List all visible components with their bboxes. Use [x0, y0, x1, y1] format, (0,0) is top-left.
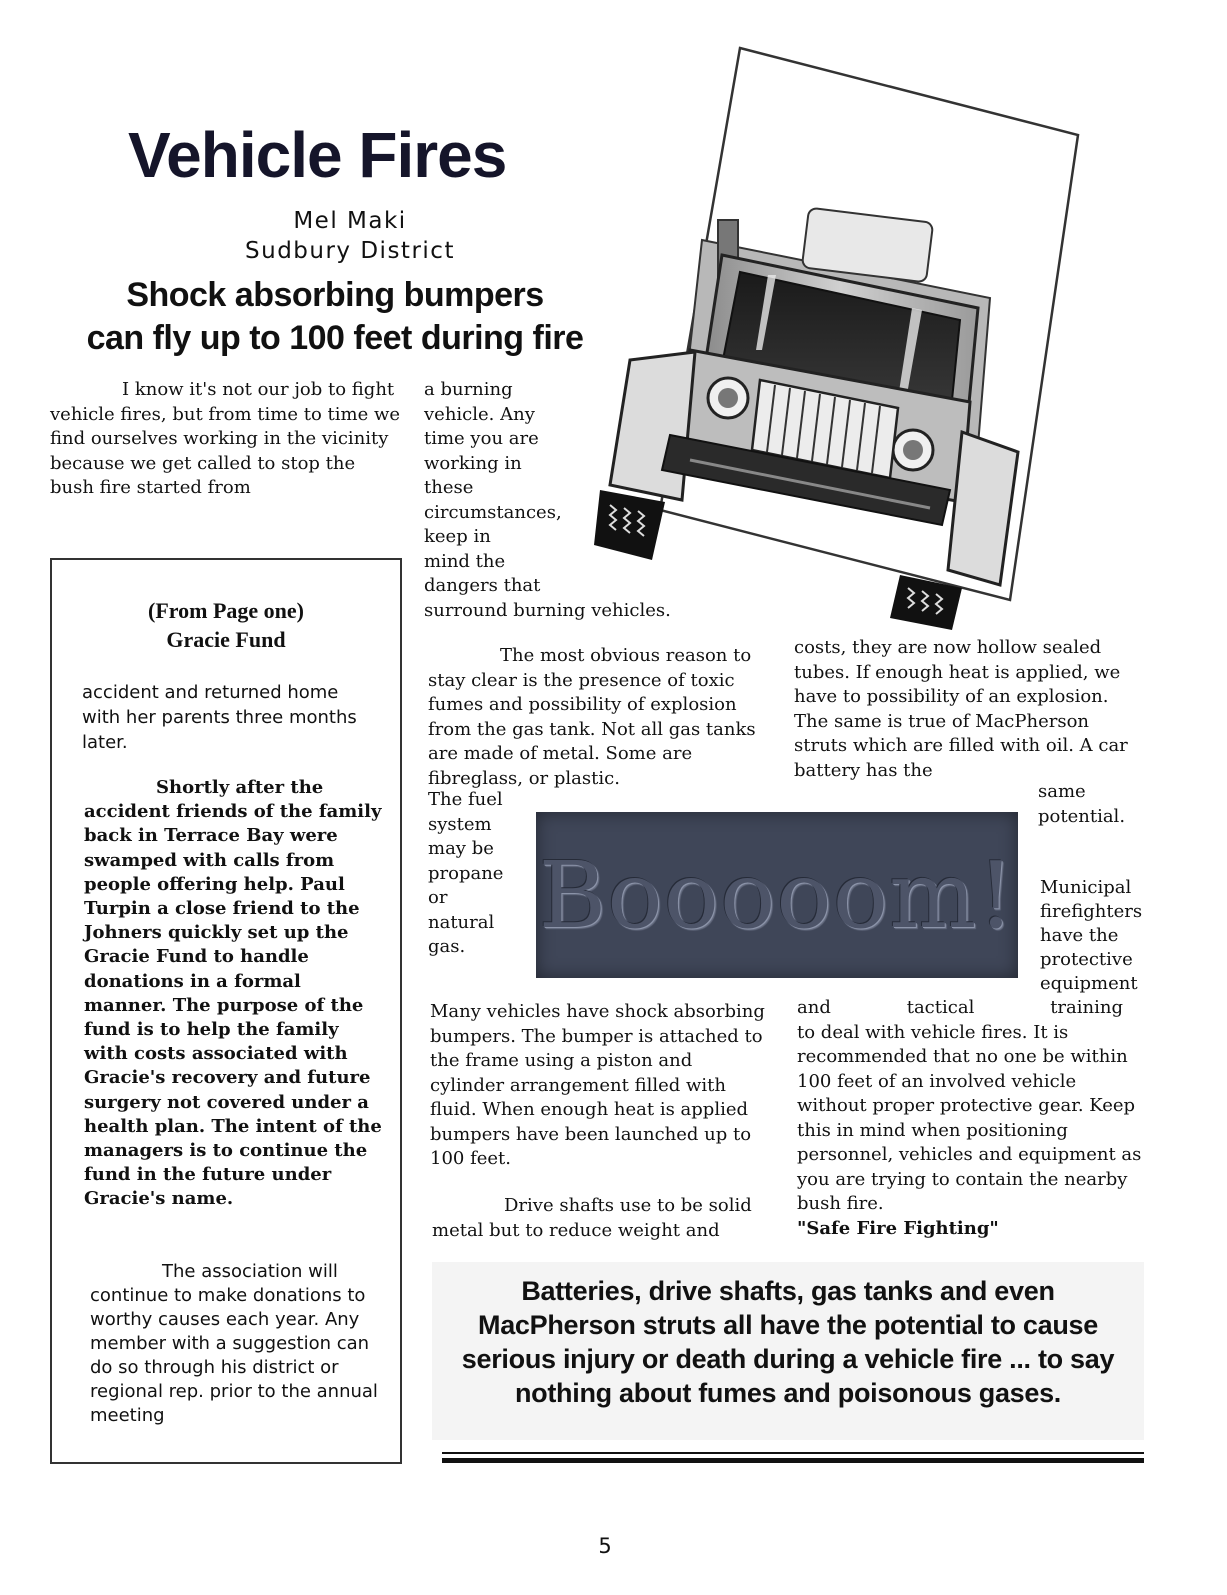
text-line: a burning — [424, 379, 513, 400]
sidebar-paragraph-2: Shortly after the accident friends of the family back in Terrace Bay were swamped with calls from people offering help. Paul Turpin a close friend to the Johners quickly set up the Gracie Fund to handle donations in a formal manner. The purpose of the fund is to help the family with costs associated with Gracie's recovery and future surgery not covered under a health plan. The intent of the managers is to continue the fund in the future under Gracie's name. — [84, 777, 382, 1210]
author-district: Sudbury District — [245, 238, 455, 264]
fuel-system-paragraph — [428, 788, 528, 960]
text-line: may be — [428, 838, 494, 859]
sidebar-heading-continued: (From Page one) — [148, 598, 304, 623]
text-line: time you are — [424, 428, 539, 449]
page-number: 5 — [598, 1534, 612, 1558]
text-line: propane — [428, 862, 504, 884]
intro-paragraph: I know it's not our job to fight vehicle fires, but from time to time we find ourselves working in the vicinity because we get called to stop the bush fire started from — [50, 379, 401, 498]
justified-line — [797, 996, 1123, 1021]
obvious-reason-paragraph: The most obvious reason to stay clear is the presence of toxic fumes and possibility of explosion from the gas tank. Not all gas tanks are made of metal. Some are fibreglass, or plastic. — [428, 645, 756, 789]
municipal-paragraph — [1040, 876, 1150, 996]
tactical-body: to deal with vehicle fires. It is recommended that no one be within 100 feet of an involved vehicle without proper protective gear. Keep this in mind when positioning personnel, vehicles and equipment as you are trying to contain the nearby bush fire. — [797, 1021, 1142, 1214]
burning-vehicle-paragraph — [424, 378, 714, 623]
text-line: surround burning vehicles. — [424, 599, 671, 621]
sidebar-paragraph-1: accident and returned home with her parents three months later. — [82, 682, 357, 753]
text-word: training — [1050, 997, 1123, 1018]
divider-rule — [442, 1452, 1144, 1454]
sidebar-heading-title: Gracie Fund — [166, 627, 286, 652]
pull-quote-callout — [432, 1262, 1144, 1440]
text-line: dangers that — [424, 575, 541, 596]
subheadline-line-1: Shock absorbing bumpers — [126, 276, 544, 314]
subheadline-line-2: can fly up to 100 feet during fire — [86, 319, 584, 357]
text-line: vehicle. Any — [424, 403, 535, 425]
text-line: equipment — [1040, 973, 1138, 994]
safe-fire-fighting-tagline: "Safe Fire Fighting" — [797, 1217, 999, 1239]
text-line: or — [428, 887, 448, 908]
text-line: gas. — [428, 936, 466, 957]
shock-bumpers-paragraph: Many vehicles have shock absorbing bumpers. The bumper is attached to the frame using a piston and cylinder arrangement filled with fluid. When enough heat is applied bumpers have been launched up to 100 feet. — [430, 1001, 765, 1169]
pull-quote-text: Batteries, drive shafts, gas tanks and even MacPherson struts all have the potential to cause serious injury or death during a vehicle fire ... to say nothing about fumes and poisonous gases. — [461, 1276, 1115, 1408]
text-line: firefighters — [1040, 901, 1143, 922]
costs-paragraph: costs, they are now hollow sealed tubes. If enough heat is applied, we have to possibility of an explosion. The same is true of MacPherson struts which are filled with oil. A car battery has the — [794, 637, 1128, 781]
text-line: circumstances, — [424, 501, 562, 523]
text-word: tactical — [906, 997, 975, 1018]
text-line: protective — [1040, 949, 1133, 970]
text-line: potential. — [1038, 805, 1126, 827]
text-line: working in — [424, 452, 522, 474]
text-line: have the — [1040, 925, 1119, 946]
sidebar-paragraph-3: The association will continue to make donations to worthy causes each year. Any member with a suggestion can do so through his district or regional rep. prior to the annual meeting — [90, 1261, 378, 1426]
text-line: keep in — [424, 526, 491, 547]
author-name: Mel Maki — [293, 208, 407, 234]
text-line: these — [424, 477, 474, 498]
text-line: natural — [428, 911, 495, 933]
sidebar-heading — [52, 596, 400, 654]
boom-text: Booooom! — [538, 841, 1016, 949]
text-line: Municipal — [1040, 877, 1132, 898]
boom-graphic — [536, 812, 1018, 978]
subheadline — [40, 274, 630, 360]
text-line: system — [428, 813, 492, 835]
text-line: same — [1038, 781, 1086, 802]
gracie-fund-sidebar — [50, 558, 402, 1464]
same-potential-paragraph — [1038, 780, 1148, 829]
drive-shafts-paragraph: Drive shafts use to be solid metal but to reduce weight and — [432, 1195, 752, 1241]
text-word: and — [797, 997, 831, 1018]
text-line: mind the — [424, 550, 506, 572]
article-title: Vehicle Fires — [128, 119, 507, 191]
tactical-training-paragraph — [797, 996, 1145, 1241]
byline — [200, 206, 500, 266]
text-line: The fuel — [428, 789, 503, 810]
divider-rule-thick — [442, 1458, 1144, 1463]
